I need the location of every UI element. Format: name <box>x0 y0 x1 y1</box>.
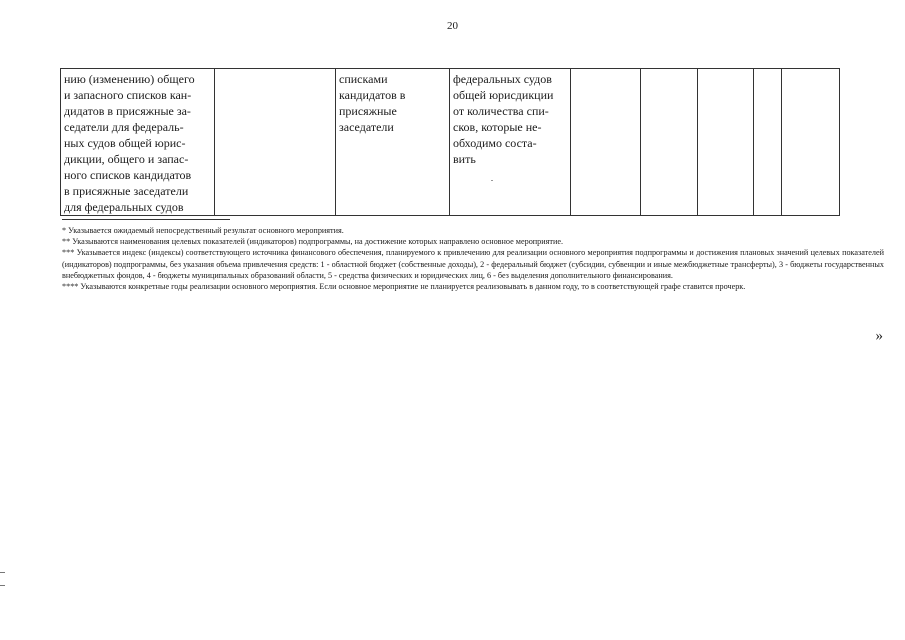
footnotes <box>62 225 884 292</box>
scan-speck <box>491 180 493 181</box>
table-cell-empty <box>215 69 336 216</box>
measures-table <box>60 68 840 216</box>
table-cell-indicator: федеральных судов общей юрисдикции от количества спи- сков, которые не- обходимо соста- вить <box>450 69 571 216</box>
table-cell-empty <box>754 69 782 216</box>
table-cell-empty <box>571 69 641 216</box>
page-number: 20 <box>447 20 458 32</box>
table-cell-empty <box>641 69 698 216</box>
footnote-2: ** Указываются наименования целевых показателей (индикаторов) подпрограммы, на достижение которых направлено основное мероприятие. <box>62 237 564 247</box>
footnote-3: *** Указывается индекс (индексы) соответствующего источника финансового обеспечения, планируемого к привлечению для реализации основного мероприятия подпрограммы и достижения плановых значений целевых показателей (индикаторов) подпрограммы, без указания объема привлечения средств: 1 - областной бюджет (собственные доходы), 2 - федеральный бюджет (субсидии, субвенции и иные межбюджетные трансферты), 3 - бюджеты государственных внебюджетных фондов, 4 - бюджеты муниципальных образований области, 5 - средства физических и юридических лиц, 6 - без выделения дополнительного финансирования. <box>62 248 884 280</box>
footnote-4: **** Указываются конкретные годы реализации основного мероприятия. Если основное мероприятие не планируется реализовывать в данном году, то в соответствующей графе ставится прочерк. <box>62 282 746 292</box>
table-row <box>61 69 840 216</box>
table-cell-measure: нию (изменению) общего и запасного списков кан- дидатов в присяжные за- седатели для федераль- ных судов общей юрис- дикции, общего и запас- ного списков кандидатов в присяжные заседатели для федеральных судов <box>61 69 215 216</box>
scan-edge-mark <box>0 572 5 573</box>
closing-quote-mark: » <box>875 328 883 344</box>
table-cell-empty <box>698 69 754 216</box>
footnote-separator <box>62 219 230 220</box>
footnote-1: * Указывается ожидаемый непосредственный результат основного мероприятия. <box>62 226 344 235</box>
scan-edge-mark <box>0 585 5 586</box>
table-cell-empty <box>782 69 840 216</box>
table-cell-result: списками кандидатов в присяжные заседатели <box>336 69 450 216</box>
